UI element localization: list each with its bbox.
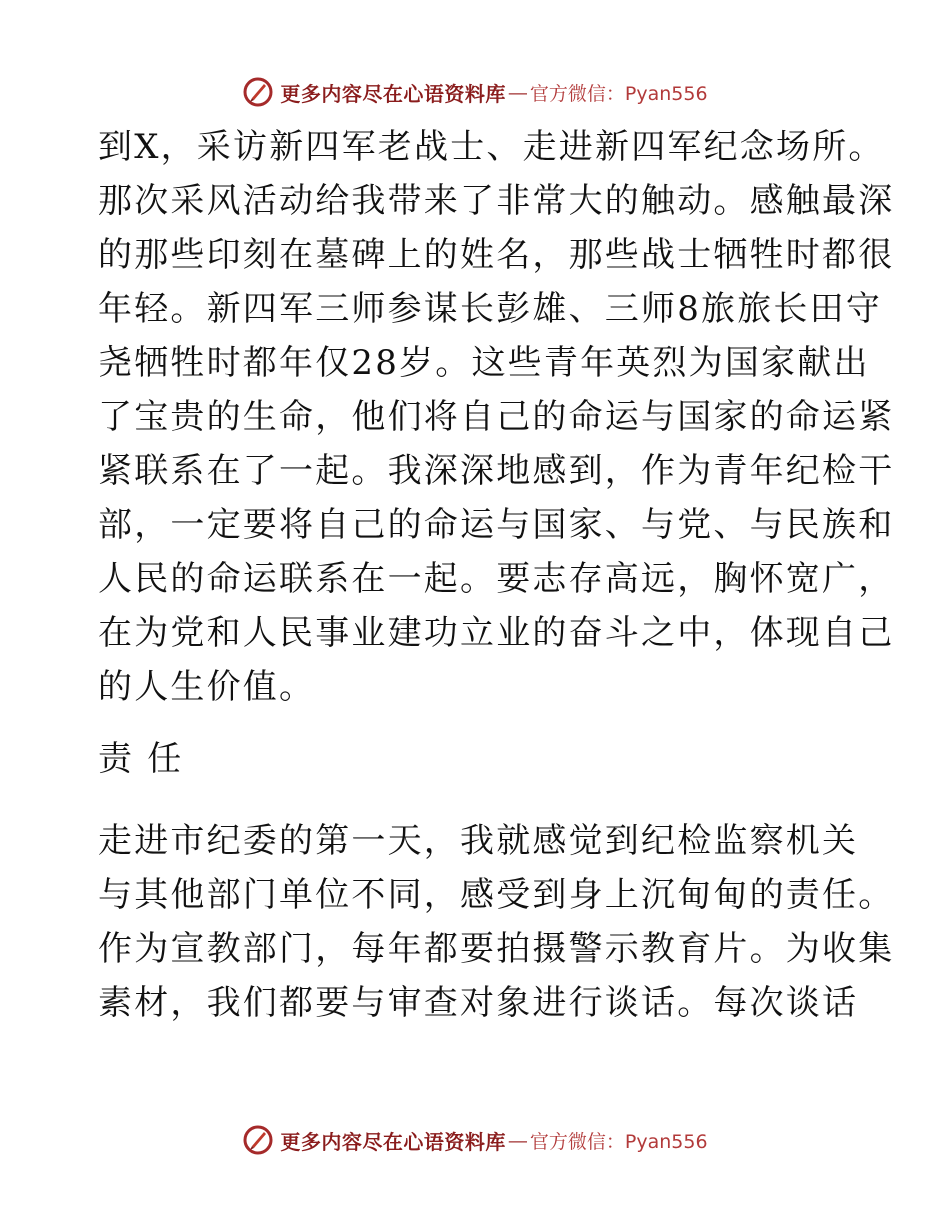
paragraph-2: [98, 814, 895, 1030]
text-line: 那次采风活动给我带来了非常大的触动。感触最深: [98, 181, 895, 221]
text-line: 作为宣教部门，每年都要拍摄警示教育片。为收集: [98, 929, 895, 969]
text-line: 尧牺牲时都年仅28岁。这些青年英烈为国家献出: [98, 343, 870, 383]
text-line: 走进市纪委的第一天，我就感觉到纪检监察机关: [98, 821, 859, 861]
text-line: 与其他部门单位不同，感受到身上沉甸甸的责任。: [98, 875, 895, 915]
pen-logo-icon: [242, 76, 274, 108]
text-line: 到X，采访新四军老战士、走进新四军纪念场所。: [98, 127, 885, 167]
text-line: 年轻。新四军三师参谋长彭雄、三师8旅旅长田守: [98, 289, 883, 329]
section-heading: 责 任: [98, 739, 184, 779]
header-watermark: [0, 72, 950, 112]
paragraph-1: [98, 120, 895, 714]
pen-logo-icon: [242, 1124, 274, 1156]
text-line: 在为党和人民事业建功立业的奋斗之中，体现自己: [98, 613, 895, 653]
text-line: 的那些印刻在墓碑上的姓名，那些战士牺牲时都很: [98, 235, 895, 275]
watermark-dash: —: [507, 80, 528, 104]
text-line: 的人生价值。: [98, 667, 316, 707]
watermark-dash: —: [507, 1128, 528, 1152]
watermark-text: 更多内容尽在心语资料库: [280, 81, 506, 106]
text-line: 人民的命运联系在一起。要志存高远，胸怀宽广，: [98, 559, 895, 599]
text-line: 素材，我们都要与审查对象进行谈话。每次谈话: [98, 983, 859, 1023]
footer-watermark: [0, 1120, 950, 1160]
text-line: 紧联系在了一起。我深深地感到，作为青年纪检干: [98, 451, 895, 491]
text-line: 了宝贵的生命，他们将自己的命运与国家的命运紧: [98, 397, 895, 437]
watermark-wechat: 官方微信：Pyan556: [529, 82, 708, 105]
text-line: 部，一定要将自己的命运与国家、与党、与民族和: [98, 505, 895, 545]
document-body: [98, 120, 895, 1030]
watermark-text: 更多内容尽在心语资料库: [280, 1129, 506, 1154]
watermark-wechat: 官方微信：Pyan556: [529, 1130, 708, 1153]
